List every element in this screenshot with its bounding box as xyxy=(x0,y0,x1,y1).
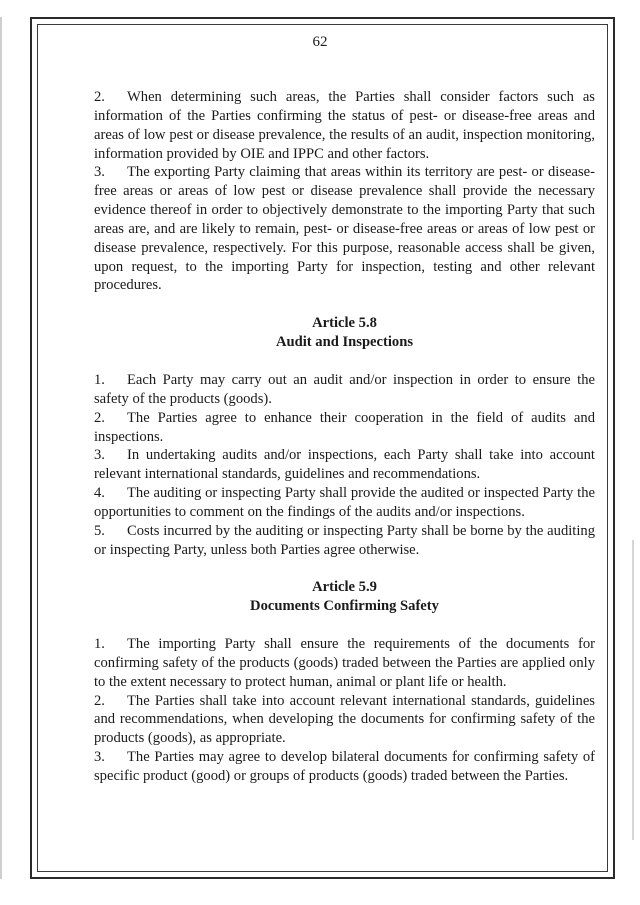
paragraph-number: 3. xyxy=(94,164,105,181)
paragraph-number: 3. xyxy=(94,749,105,766)
paragraph-number: 2. xyxy=(94,409,105,426)
paragraph-text: Costs incurred by the auditing or inspecting Party shall be borne by the auditing or inspecting Party, unless both Parties agree otherwise. xyxy=(94,522,595,558)
paragraph-text: When determining such areas, the Parties shall consider factors such as information of the Parties confirming the status of pest- or disease-free areas and areas of low pest or disease prevalence, the results of an audit, inspection monitoring, information provided by OIE and IPPC and other factors. xyxy=(94,89,595,162)
article-title-heading: Audit and Inspections xyxy=(275,334,414,351)
paragraph-text: The importing Party shall ensure the requirements of the documents for confirming safety of the products (goods) traded between the Parties are applied only to the extent necessary to protect human, animal or plant life or health. xyxy=(94,636,595,690)
article-title-heading: Documents Confirming Safety xyxy=(250,598,439,615)
numbered-paragraph xyxy=(94,88,595,163)
article-number-heading: Article 5.8 xyxy=(312,315,377,332)
paragraph-number: 1. xyxy=(94,371,105,388)
numbered-paragraph xyxy=(94,163,595,295)
page-number: 62 xyxy=(312,34,328,50)
paragraph-number: 2. xyxy=(94,89,105,105)
spacer xyxy=(94,559,595,578)
paragraph-text: The Parties agree to enhance their cooperation in the field of audits and inspections. xyxy=(94,409,595,445)
paragraph-text: The exporting Party claiming that areas within its territory are pest- or disease-free areas or areas of low pest or disease prevalence shall provide the necessary evidence thereof in order to objectively demonstrate to the importing Party that such areas are, and are likely to remain, pest- or disease-free areas or areas of low pest or disease prevalence, respectively. For this purpose, reasonable access shall be given, upon request, to the importing Party for inspection, testing and other relevant procedures. xyxy=(94,164,595,294)
spacer xyxy=(94,352,595,371)
paragraph-number: 5. xyxy=(94,522,105,539)
spacer xyxy=(94,616,595,635)
scan-right-edge xyxy=(632,540,634,840)
paragraph-number: 1. xyxy=(94,636,105,653)
numbered-paragraph xyxy=(94,371,595,409)
paragraph-text: Each Party may carry out an audit and/or inspection in order to ensure the safety of the products (goods). xyxy=(94,371,595,407)
numbered-paragraph xyxy=(94,446,595,484)
spacer xyxy=(94,295,595,314)
numbered-paragraph xyxy=(94,748,595,786)
paragraph-number: 2. xyxy=(94,692,105,709)
numbered-paragraph xyxy=(94,409,595,447)
numbered-paragraph xyxy=(94,522,595,560)
numbered-paragraph xyxy=(94,484,595,522)
paragraph-text: The Parties shall take into account relevant international standards, guidelines and recommendations, when developing the documents for confirming safety of the products (goods), as appropriate. xyxy=(94,692,595,747)
paragraph-text: In undertaking audits and/or inspections, each Party shall take into account relevant international standards, guidelines and recommendations. xyxy=(94,447,595,483)
document-body xyxy=(94,88,595,786)
numbered-paragraph xyxy=(94,692,595,749)
scan-left-edge xyxy=(0,17,2,879)
paragraph-number: 3. xyxy=(94,447,105,464)
paragraph-text: The Parties may agree to develop bilateral documents for confirming safety of specific product (good) or groups of products (goods) traded between the Parties. xyxy=(94,749,595,784)
article-number-heading: Article 5.9 xyxy=(312,579,377,596)
paragraph-text: The auditing or inspecting Party shall provide the audited or inspected Party the opportunities to comment on the findings of the audits and/or inspections. xyxy=(94,485,595,520)
numbered-paragraph xyxy=(94,635,595,692)
paragraph-number: 4. xyxy=(94,485,105,502)
